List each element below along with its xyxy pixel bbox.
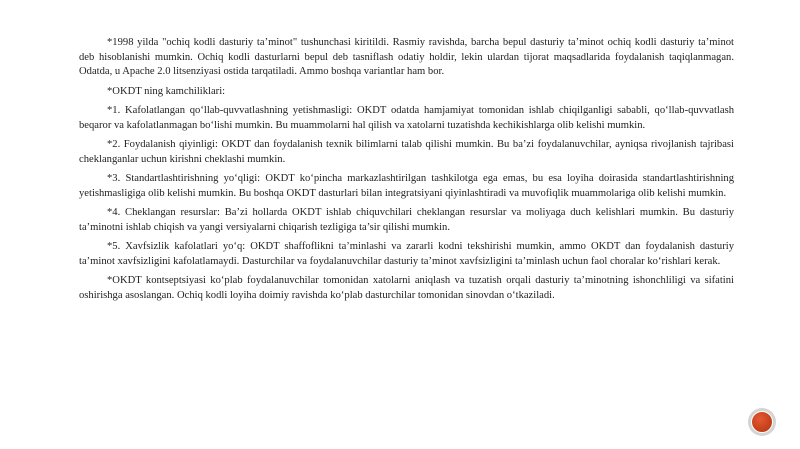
slide-body-text [79, 36, 734, 308]
paragraph-drawback-3: *3. Standartlashtirishning yo‘qligi: OKDT ko‘pincha markazlashtirilgan tashkilotga ega emas, bu esa loyiha doirasida standartlashtirishning yetishmasligiga olib kelishi mumkin. Bu boshqa OKDT dasturlari bilan integratsiyani qiyinlashtiradi va muvofiqlik muammolariga olib kelishi mumkin. [79, 173, 734, 199]
paragraph-drawback-4: *4. Cheklangan resurslar: Ba’zi hollarda OKDT ishlab chiquvchilari cheklangan resurslar va moliyaga duch kelishlari mumkin. Bu dasturiy ta’minotni ishlab chiqish va yangi versiyalarni chiqarish tezligiga ta’sir qilishi mumkin. [79, 207, 734, 233]
nav-button-core [751, 411, 773, 433]
paragraph-drawback-5: *5. Xavfsizlik kafolatlari yo‘q: OKDT shaffoflikni ta’minlashi va zararli kodni tekshirishi mumkin, ammo OKDT dan foydalanish dasturiy ta’minot xavfsizligini kafolatlamaydi. Dasturchilar va foydalanuvchilar dasturiy ta’minot xavfsizligini ta’minlash uchun faol choralar ko‘rishlari kerak. [79, 241, 734, 267]
paragraph-drawback-1: *1. Kafolatlangan qo‘llab-quvvatlashning yetishmasligi: OKDT odatda hamjamiyat tomonidan ishlab chiqilganligi sababli, qo‘llab-quvvatlash beqaror va kafolatlanmagan bo‘lishi mumkin. Bu muammolarni hal qilish va xatolarni tuzatishda kechikishlarga olib kelishi mumkin. [79, 105, 734, 131]
paragraph-conclusion: *OKDT kontseptsiyasi ko‘plab foydalanuvchilar tomonidan xatolarni aniqlash va tuzatish orqali dasturiy ta’minotning ishonchliligi va sifatini oshirishga asoslangan. Ochiq kodli loyiha doimiy ravishda ko‘plab dasturchilar tomonidan sinovdan o‘tkaziladi. [79, 275, 734, 301]
paragraph-intro: *1998 yilda "ochiq kodli dasturiy ta’minot" tushunchasi kiritildi. Rasmiy ravishda, barcha bepul dasturiy ta’minot ochiq kodli dasturiy ta’minot deb hisoblanishi mumkin. Ochiq kodli dasturlarni bepul deb tasniflash odatiy holdir, lekin ulardan tijorat maqsadlarida foydalanish taqiqlanmagan. Odatda, u Apache 2.0 litsenziyasi ostida tarqatiladi. Ammo boshqa variantlar ham bor. [79, 37, 734, 77]
circle-next-icon[interactable] [748, 408, 776, 436]
paragraph-drawback-2: *2. Foydalanish qiyinligi: OKDT dan foydalanish texnik bilimlarni talab qilishi mumkin. Bu ba’zi foydalanuvchilar, ayniqsa rivojlanish tajribasi cheklanganlar uchun kirishni cheklashi mumkin. [79, 139, 734, 165]
paragraph-drawbacks-heading: *OKDT ning kamchiliklari: [107, 85, 226, 97]
